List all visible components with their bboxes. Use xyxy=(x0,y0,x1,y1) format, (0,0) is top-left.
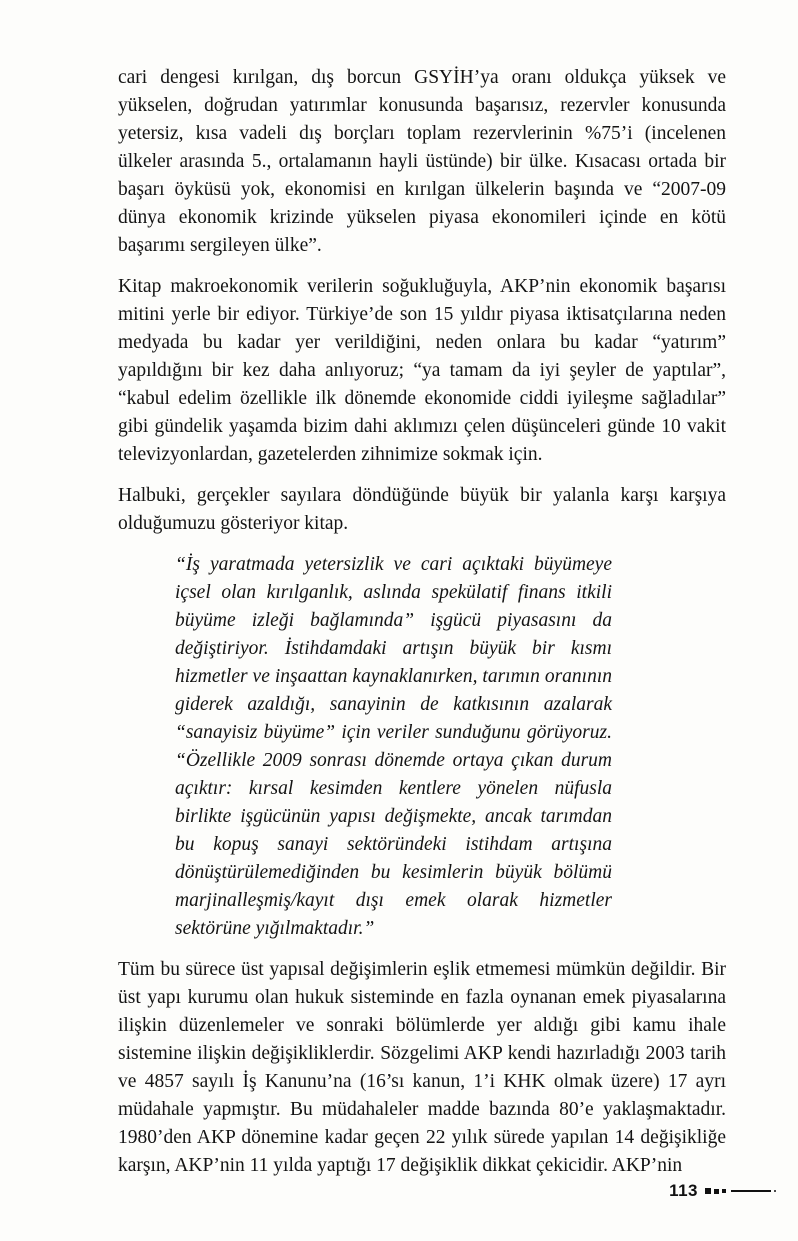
paragraph: Tüm bu sürece üst yapısal değişimlerin eşlik etmemesi mümkün değildir. Bir üst yapı kurumu olan hukuk sisteminde en fazla oynanan emek piyasalarına ilişkin düzenlemeler ve sonraki bölümlerde yer aldığı gibi kamu ihale sistemine ilişkin değişikliklerdir. Sözgelimi AKP kendi hazırladığı 2003 tarih ve 4857 sayılı İş Kanunu’na (16’sı kanun, 1’i KHK olmak üzere) 17 ayrı müdahale yapmıştır. Bu müdahaleler madde bazında 80’e yaklaşmaktadır. 1980’den AKP dönemine kadar geçen 22 yılık sürede yapılan 14 değişikliğe karşın, AKP’nin 11 yılda yaptığı 17 değişiklik dikkat çekicidir. AKP’nin xyxy=(118,959,726,1176)
footer-ornament-dot xyxy=(774,1190,776,1192)
footer-ornament-square-icon xyxy=(705,1188,711,1194)
block-quote: “İş yaratmada yetersizlik ve cari açıktaki büyümeye içsel olan kırılganlık, aslında spekülatif finans itkili büyüme izleği bağlamında” işgücü piyasasını da değiştiriyor. İstihdamdaki artışın büyük bir kısmı hizmetler ve inşaattan kaynaklanırken, tarımın oranının giderek azaldığı, sanayinin de katkısının azalarak “sanayisiz büyüme” için veriler sunduğunu görüyoruz. “Özellikle 2009 sonrası dönemde ortaya çıkan durum açıktır: kırsal kesimden kentlere yönelen nüfusla birlikte işgücünün yapısı değişmekte, ancak tarımdan bu kopuş sanayi sektöründeki istihdam artışına dönüştürülemediğinden bu kesimlerin büyük bölümü marjinalleşmiş/kayıt dışı emek olarak hizmetler sektörüne yığılmaktadır.” xyxy=(175,554,612,939)
footer-ornament-square-icon xyxy=(722,1189,726,1193)
paragraph: Kitap makroekonomik verilerin soğukluğuyla, AKP’nin ekonomik başarısı mitini yerle bir ediyor. Türkiye’de son 15 yıldır piyasa iktisatçılarına neden medyada bu kadar yer verildiğini, neden onlara bu kadar “yatırım” yapıldığını bir kez daha anlıyoruz; “ya tamam da iyi şeyler de yaptılar”, “kabul edelim özellikle ilk dönemde ekonomide ciddi iyileşme sağladılar” gibi gündelik yaşamda bizim dahi aklımızı çelen düşünceleri günde 10 vakit televizyonlardan, gazetelerden zihnimize sokmak için. xyxy=(118,276,726,465)
page-number: 113 xyxy=(669,1181,698,1200)
page-footer xyxy=(669,1181,776,1201)
footer-ornament xyxy=(705,1188,776,1194)
text-column xyxy=(118,64,726,1180)
paragraph: Halbuki, gerçekler sayılara döndüğünde büyük bir yalanla karşı karşıya olduğumuzu gösteriyor kitap. xyxy=(118,485,726,534)
paragraph: cari dengesi kırılgan, dış borcun GSYİH’ya oranı oldukça yüksek ve yükselen, doğrudan yatırımlar konusunda başarısız, rezervler konusunda yetersiz, kısa vadeli dış borçları toplam rezervlerinin %75’i (incelenen ülkeler arasında 5., ortalamanın hayli üstünde) bir ülke. Kısacası ortada bir başarı öyküsü yok, ekonomisi en kırılgan ülkelerin başında ve “2007-09 dünya ekonomik krizinde yükselen piyasa ekonomileri içinde en kötü başarımı sergileyen ülke”. xyxy=(118,67,726,256)
footer-ornament-square-icon xyxy=(714,1189,719,1194)
footer-ornament-rule xyxy=(731,1190,771,1192)
